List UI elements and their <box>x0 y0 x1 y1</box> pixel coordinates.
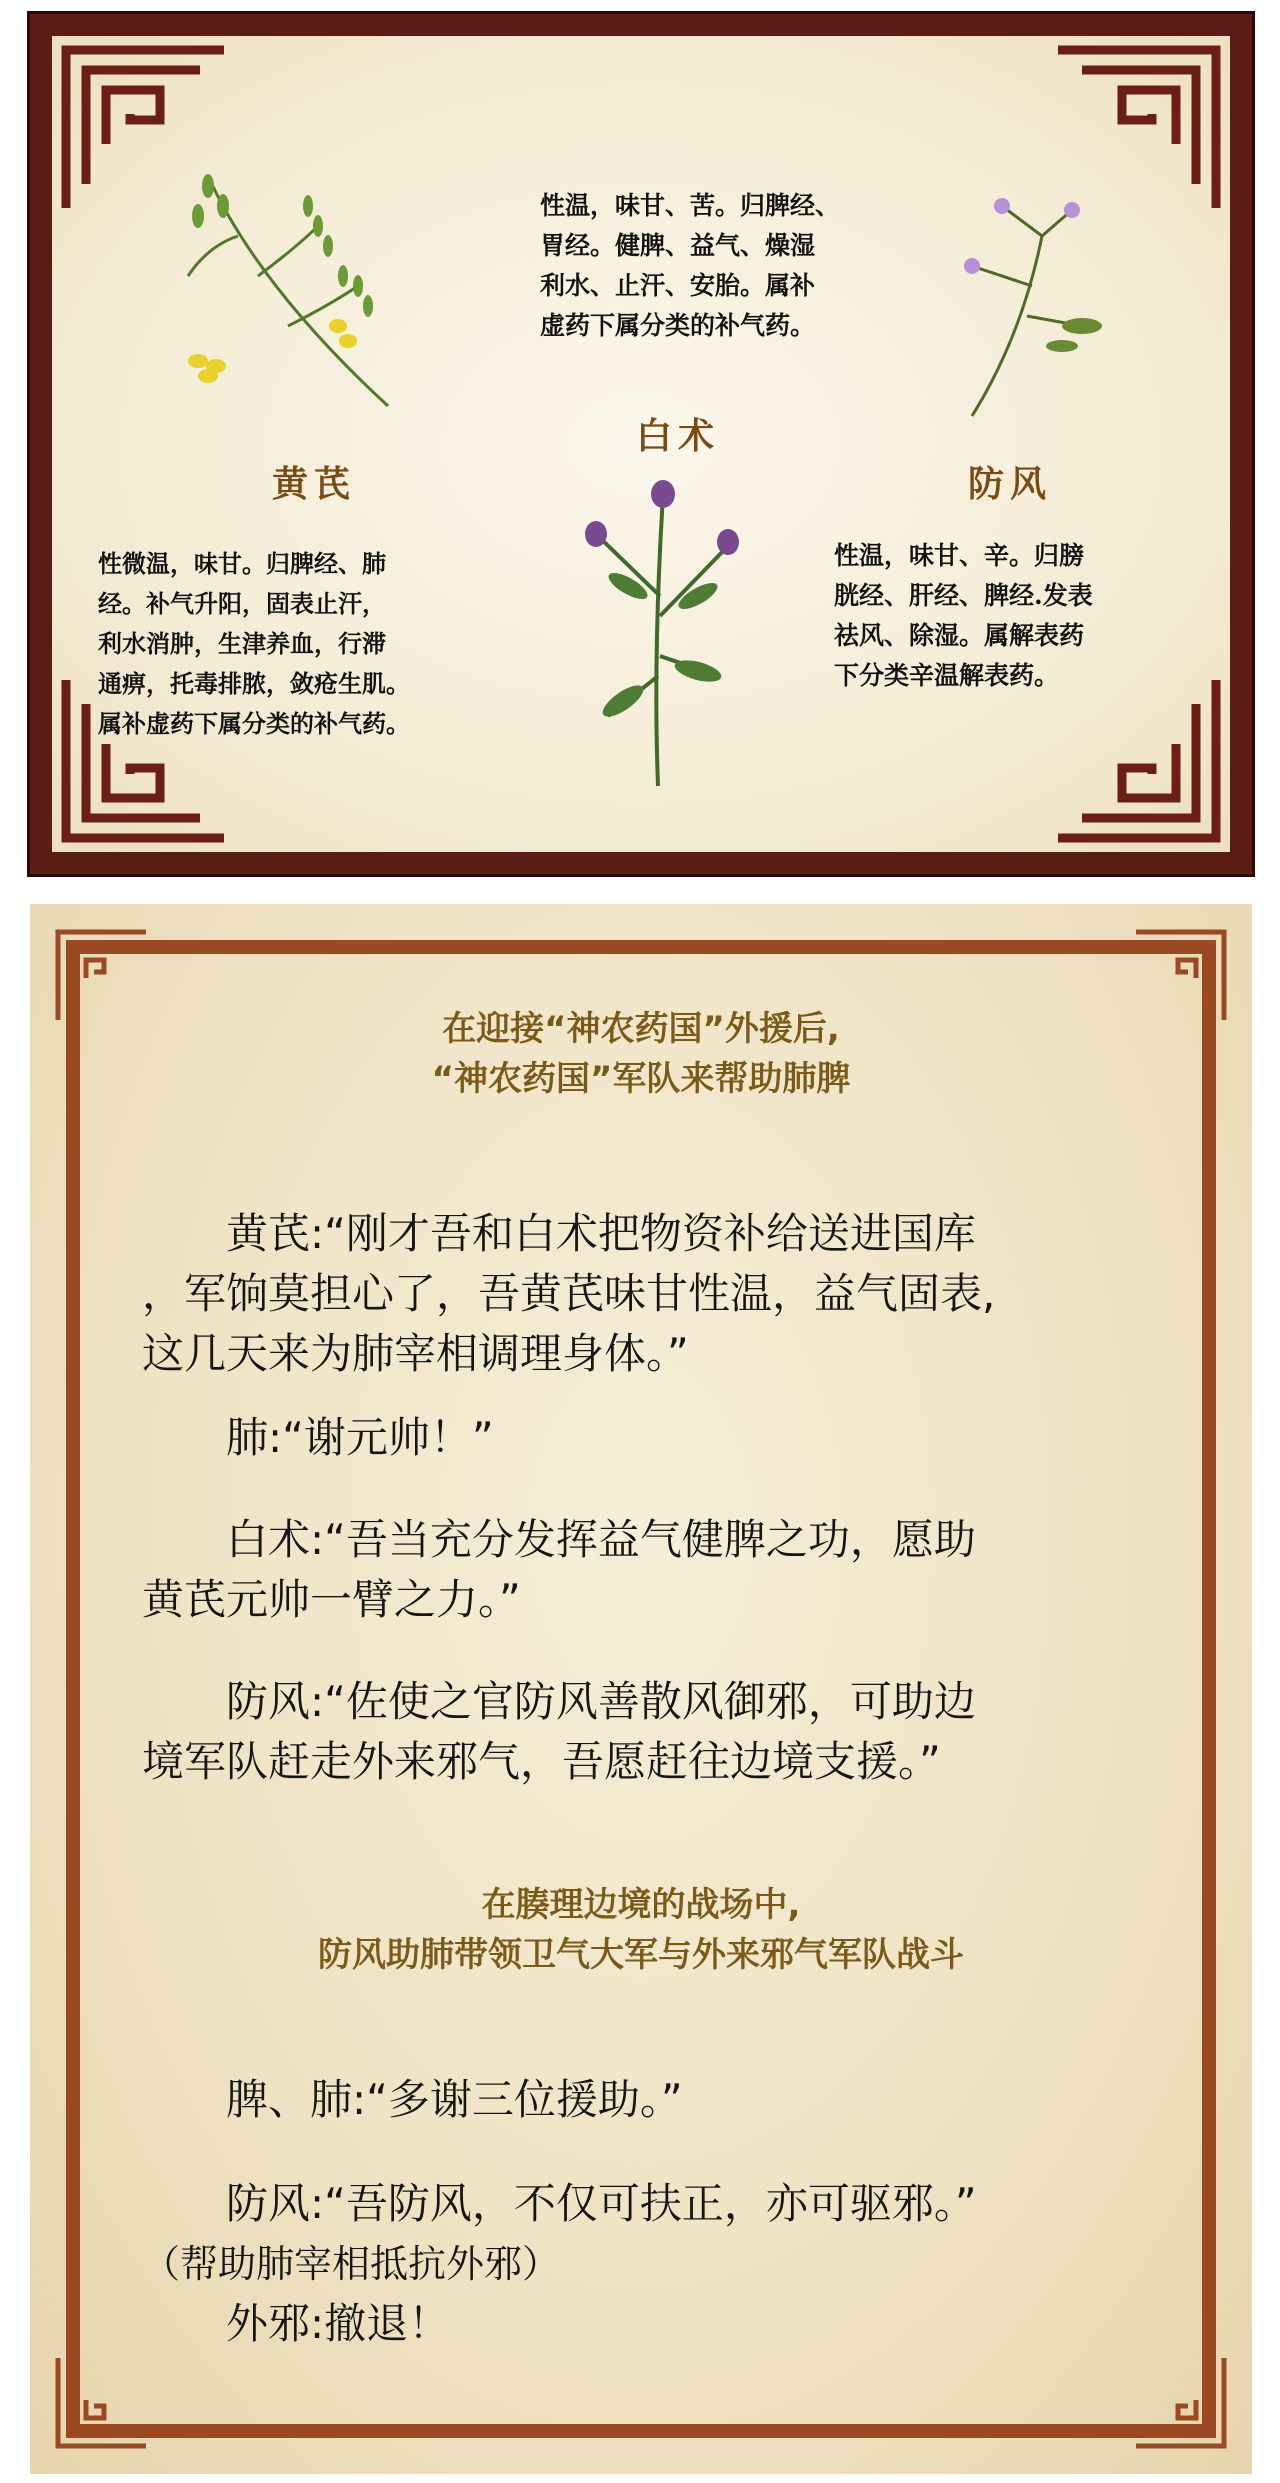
atractylodes-plant-icon <box>568 476 748 796</box>
dialog-fangfeng-1 <box>142 1672 1202 1792</box>
dialog-line: 黄芪元帅一臂之力。” <box>142 1575 521 1624</box>
dialog-line: 黄芪:“刚才吾和白术把物资补给送进国库 <box>142 1209 976 1258</box>
huangqi-desc-line: 属补虚药下属分类的补气药。 <box>98 709 410 738</box>
scene-heading-line: 防风助肺带领卫气大军与外来邪气军队战斗 <box>318 1935 964 1975</box>
dialog-line: 这几天来为肺宰相调理身体。” <box>142 1329 689 1378</box>
huangqi-desc-line: 经。补气升阳，固表止汗， <box>98 589 386 618</box>
saposhnikovia-plant-icon <box>932 196 1132 426</box>
huangqi-title: 黄芪 <box>272 463 357 505</box>
baizhu-desc-line: 虚药下属分类的补气药。 <box>540 311 816 340</box>
dialog-huangqi <box>142 1204 1202 1384</box>
fangfeng-desc-line: 性温，味甘、辛。归膀 <box>834 541 1085 570</box>
huangqi-desc-line: 利水消肿，生津养血，行滞 <box>98 629 386 658</box>
dialog-line: 外邪:撤退！ <box>142 2299 451 2348</box>
border-corner-bottom-left-icon <box>54 2354 150 2450</box>
top-herb-panel <box>52 36 1230 852</box>
dialog-line: ，军饷莫担心了，吾黄芪味甘性温，益气固表, <box>142 1269 996 1318</box>
dialog-line: 境军队赶走外来邪气，吾愿赶往边境支援。” <box>142 1737 941 1786</box>
scene-heading-line: 在迎接“神农药国”外援后, <box>442 1009 840 1049</box>
story-parchment-panel <box>30 904 1252 2474</box>
fret-corner-top-right-icon <box>1052 44 1222 214</box>
fangfeng-description <box>834 536 1093 696</box>
dialog-fei <box>142 1408 1202 1468</box>
dialog-baizhu <box>142 1510 1202 1630</box>
baizhu-desc-line: 性温，味甘、苦。归脾经、 <box>540 191 841 220</box>
dialog-line: 防风:“吾防风，不仅可扶正，亦可驱邪。” <box>142 2179 977 2228</box>
fret-corner-bottom-right-icon <box>1052 674 1222 844</box>
huangqi-description <box>98 544 410 744</box>
scene-heading-line: “神农药国”军队来帮助肺脾 <box>431 1059 851 1099</box>
dialog-line: 防风:“佐使之官防风善散风御邪，可助边 <box>142 1677 976 1726</box>
dialog-line: 肺:“谢元帅！” <box>142 1413 494 1462</box>
top-herb-frame <box>30 14 1252 874</box>
dialog-line: 白术:“吾当充分发挥益气健脾之功，愿助 <box>142 1515 976 1564</box>
dialog-line: 脾、肺:“多谢三位援助。” <box>142 2075 683 2124</box>
dialog-fangfeng-2 <box>142 2174 1202 2354</box>
scene-heading-1 <box>30 1004 1252 1104</box>
baizhu-desc-line: 胃经。健脾、益气、燥湿 <box>540 231 816 260</box>
baizhu-title: 白术 <box>636 415 721 457</box>
fangfeng-title: 防风 <box>968 463 1053 505</box>
baizhu-desc-line: 利水、止汗、安胎。属补 <box>540 271 816 300</box>
scene-heading-2 <box>30 1880 1252 1980</box>
fangfeng-desc-line: 下分类辛温解表药。 <box>834 661 1060 690</box>
fangfeng-desc-line: 胱经、肝经、脾经.发表 <box>834 581 1093 610</box>
scene-heading-line: 在腠理边境的战场中, <box>481 1885 801 1925</box>
astragalus-plant-icon <box>168 166 398 416</box>
fangfeng-desc-line: 祛风、除湿。属解表药 <box>834 621 1085 650</box>
border-corner-bottom-right-icon <box>1132 2354 1228 2450</box>
baizhu-description <box>540 186 840 346</box>
huangqi-desc-line: 通痹，托毒排脓，敛疮生肌。 <box>98 669 410 698</box>
dialog-pi-fei <box>142 2070 1202 2130</box>
dialog-line: （帮助肺宰相抵抗外邪） <box>142 2242 561 2286</box>
huangqi-desc-line: 性微温，味甘。归脾经、肺 <box>98 549 386 578</box>
